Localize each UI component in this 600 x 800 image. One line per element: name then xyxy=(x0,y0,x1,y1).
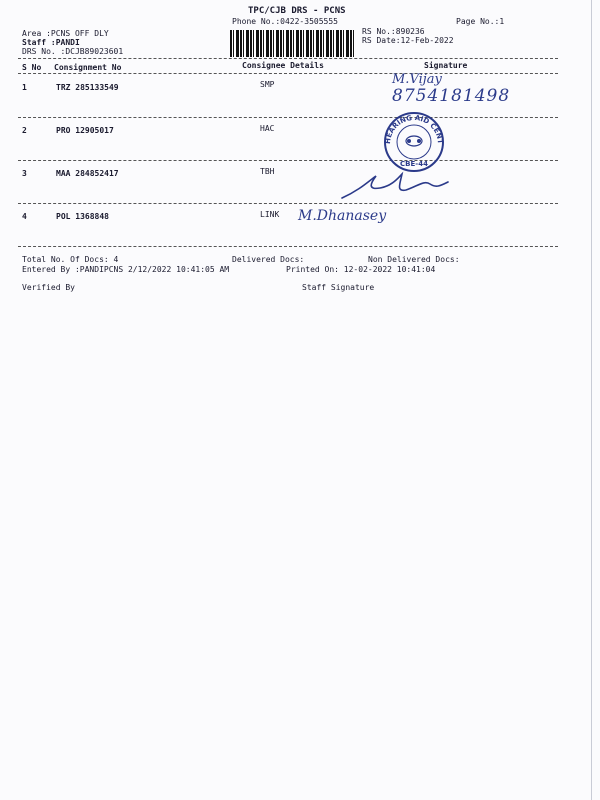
row-sno: 2 xyxy=(22,126,27,135)
col-sno: S No xyxy=(22,63,42,72)
row-consignee: TBH xyxy=(260,167,275,176)
row-consignee: LINK xyxy=(260,210,280,219)
row-sno: 4 xyxy=(22,212,27,221)
stamp-ring-text: HEARING AID CENT xyxy=(383,113,445,145)
row-divider xyxy=(18,160,558,161)
staff-label: Staff :PANDI xyxy=(22,38,80,47)
col-consignee: Consignee Details xyxy=(242,61,324,70)
verified-by: Verified By xyxy=(22,283,75,292)
barcode xyxy=(230,30,355,57)
row-consignment: TRZ 285133549 xyxy=(56,83,119,92)
col-signature: Signature xyxy=(424,61,468,70)
row-consignment: MAA 284852417 xyxy=(56,169,119,178)
handwritten-phone: 8754181498 xyxy=(392,86,511,106)
svg-text:HEARING AID CENTRE xyxy=(382,110,444,145)
page-number: Page No.:1 xyxy=(456,17,505,26)
handwritten-name: M.Vijay xyxy=(392,72,442,87)
phone-number: Phone No.:0422-3505555 xyxy=(232,17,338,26)
document-title: TPC/CJB DRS - PCNS xyxy=(248,6,346,16)
non-delivered-docs: Non Delivered Docs: xyxy=(368,255,460,264)
row-sno: 1 xyxy=(22,83,27,92)
staff-signature-label: Staff Signature xyxy=(302,283,375,292)
area-label: Area :PCNS OFF DLY xyxy=(22,29,109,38)
delivered-docs: Delivered Docs: xyxy=(232,255,305,264)
stamp-code: CBE-44 xyxy=(400,160,428,168)
row-divider xyxy=(18,203,558,204)
row-consignment: PRO 12905017 xyxy=(56,126,114,135)
row-divider xyxy=(18,117,558,118)
row-consignee: SMP xyxy=(260,80,275,89)
col-consignment: Consignment No xyxy=(54,63,122,72)
drs-number: DRS No. :DCJB89023601 xyxy=(22,47,124,56)
signature-mark xyxy=(340,168,450,204)
rs-date: RS Date:12-Feb-2022 xyxy=(362,36,454,45)
hearing-aid-stamp xyxy=(382,110,446,174)
divider xyxy=(18,246,558,247)
printed-on: Printed On: 12-02-2022 10:41:04 xyxy=(286,265,436,274)
row-consignment: POL 1368848 xyxy=(56,212,109,221)
scan-edge xyxy=(591,0,592,800)
row-sno: 3 xyxy=(22,169,27,178)
rs-number: RS No.:890236 xyxy=(362,27,425,36)
divider xyxy=(18,73,558,74)
row-consignee: HAC xyxy=(260,124,275,133)
divider xyxy=(18,58,558,59)
entered-by: Entered By :PANDIPCNS 2/12/2022 10:41:05 AM xyxy=(22,265,230,274)
handwritten-signature: M.Dhanasey xyxy=(298,208,387,224)
total-docs: Total No. Of Docs: 4 xyxy=(22,255,119,264)
